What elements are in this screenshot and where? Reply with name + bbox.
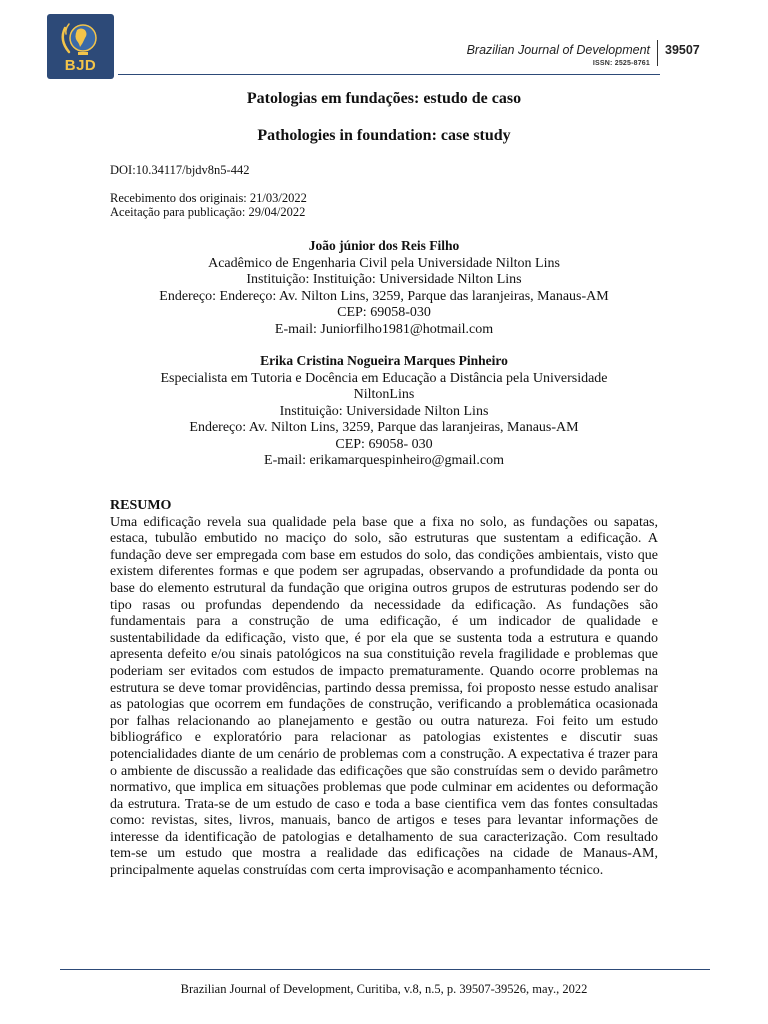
abstract-heading: RESUMO — [110, 498, 172, 513]
abstract-section — [110, 498, 658, 880]
accepted-date: Aceitação para publicação: 29/04/2022 — [110, 205, 306, 219]
author-institution: Instituição: Universidade Nilton Lins — [279, 403, 489, 419]
author-cep: CEP: 69058- 030 — [335, 436, 433, 452]
abstract-text: Uma edificação revela sua qualidade pela base que a fixa no solo, as fundações ou sapatas, estaca, tubulão embutido no maciço do solo, são estruturas que sustentam a edificação. A fundação deve ser empregada com base em estudos do solo, das condições ambientais, visto que existem diferentes formas e que podem ser agrupadas, observando a profundidade da ponta ou base do elemento estrutural da fundação que origina outros grupos de estruturas podendo ser do tipo rasas ou profundas dependendo da necessidade da edificação. As fundações são fundamentais para a construção de uma edificação, é um indicador de qualidade e sustentabilidade da edificação, visto que, é por ela que se sustenta toda a estrutura e quando apresenta defeito e/ou sinais patológicos na sua constituição revela fragilidade e problemas que poderiam ser evitados com estudos de impacto prematuramente. Quando ocorre problemas na estrutura se deve tomar providências, partindo dessa premissa, foi proposto nesse estudo analisar as patologias que ocorrem em fundações de construção, verificando a problemática ocasionada por falhas relacionando ao planejamento e gestão ou outra natureza. Foi feito um estudo bibliográfico e exploratório para relacionar as patologias existentes e discutir suas potencialidades diante de um cenário de problemas com a construção. A expectativa é trazer para o ambiente de discussão a realidade das edificações que são construídas sem o devido parâmetro normativo, que implica em situações problemas que pode culminar em acidentes ou deformação da estrutura. Trata-se de um estudo de caso e toda a base cientifica vem das fontes consultadas como: revistas, sites, livros, manuais, banco de artigos e teses para levantar informações de interesse da identificação de patologias e detalhamento de sua caracterização. Com resultado tem-se um estudo que mostra a realidade das edificações na cidade de Manaus-AM, principalmente aquelas construídas com certa improvisação e acompanhamento técnico. — [110, 514, 658, 879]
author-email: E-mail: Juniorfilho1981@hotmail.com — [274, 321, 494, 337]
author-address: Endereço: Av. Nilton Lins, 3259, Parque das laranjeiras, Manaus-AM — [189, 420, 579, 435]
title-english: Pathologies in foundation: case study — [257, 127, 511, 144]
author-institution: Instituição: Instituição: Universidade Nilton Lins — [246, 272, 522, 287]
author-block-2 — [0, 353, 768, 470]
author-name: João júnior dos Reis Filho — [308, 238, 460, 253]
header-issn: ISSN: 2525-8761 — [592, 60, 650, 67]
footer-citation: Brazilian Journal of Development, Curitiba, v.8, n.5, p. 39507-39526, may., 2022 — [180, 982, 588, 996]
author-cep: CEP: 69058-030 — [337, 305, 431, 320]
header-journal-name: Brazilian Journal of Development — [466, 43, 650, 57]
author-email: E-mail: erikamarquespinheiro@gmail.com — [264, 453, 504, 468]
author-affiliation: Acadêmico de Engenharia Civil pela Universidade Nilton Lins — [208, 255, 560, 271]
logo-text: BJD — [64, 57, 97, 74]
header-divider — [657, 40, 658, 66]
author-affiliation: Especialista em Tutoria e Docência em Educação a Distância pela Universidade — [160, 370, 608, 386]
author-affiliation-continued: NiltonLins — [353, 387, 415, 402]
doi: DOI:10.34117/bjdv8n5-442 — [110, 163, 250, 177]
footer-rule — [60, 969, 710, 970]
title-portuguese: Patologias em fundações: estudo de caso — [246, 90, 522, 107]
author-name: Erika Cristina Nogueira Marques Pinheiro — [260, 353, 508, 368]
header-page-number: 39507 — [665, 43, 700, 57]
journal-logo — [47, 14, 114, 79]
author-block-1 — [0, 238, 768, 338]
header-rule — [118, 74, 660, 75]
author-address: Endereço: Endereço: Av. Nilton Lins, 3259, Parque das laranjeiras, Manaus-AM — [159, 288, 609, 304]
received-date: Recebimento dos originais: 21/03/2022 — [110, 191, 307, 205]
